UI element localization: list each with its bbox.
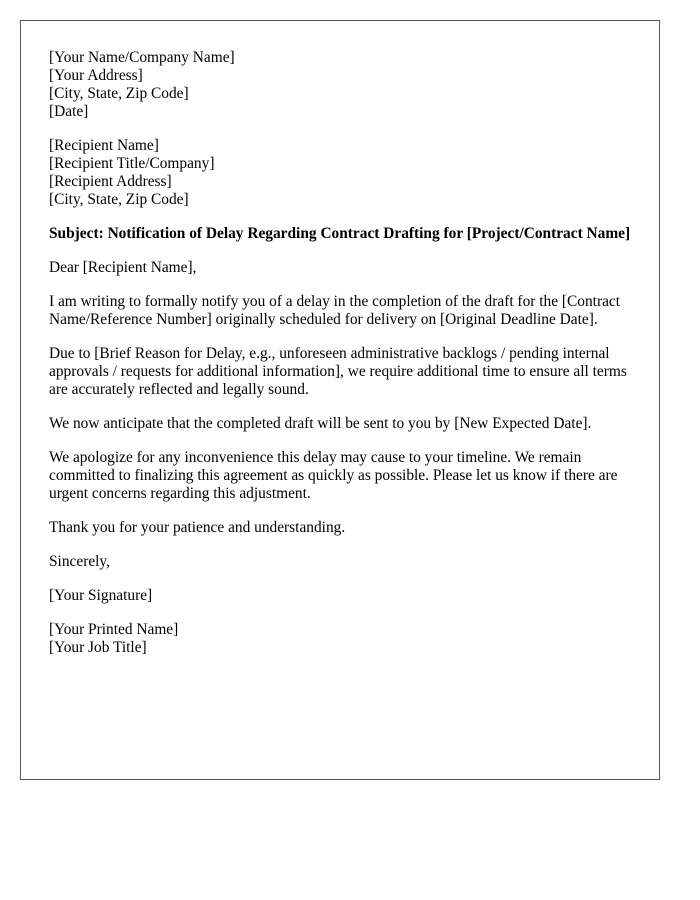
body-paragraph-2: Due to [Brief Reason for Delay, e.g., unforeseen administrative backlogs / pending internal approvals / requests for additional information], we require additional time to ensure all terms are accurately reflected and legally sound. [49, 345, 627, 398]
body-paragraph-4: We apologize for any inconvenience this delay may cause to your timeline. We remain committed to finalizing this agreement as quickly as possible. Please let us know if there are urgent concerns regarding this adjustment. [49, 449, 618, 502]
recipient-block [49, 137, 639, 209]
letter-page [20, 20, 660, 780]
letter-date: [Date] [49, 103, 89, 120]
body-paragraph-3: We now anticipate that the completed draft will be sent to you by [New Expected Date]. [49, 415, 592, 432]
job-title: [Your Job Title] [49, 639, 147, 656]
recipient-title-company: [Recipient Title/Company] [49, 155, 215, 172]
signoff-block [49, 621, 639, 657]
recipient-city-state-zip: [City, State, Zip Code] [49, 191, 189, 208]
salutation: Dear [Recipient Name], [49, 259, 197, 276]
recipient-name: [Recipient Name] [49, 137, 159, 154]
subject-line: Subject: Notification of Delay Regarding Contract Drafting for [Project/Contract Name] [49, 225, 631, 242]
printed-name: [Your Printed Name] [49, 621, 179, 638]
letter-content [49, 49, 639, 673]
closing: Sincerely, [49, 553, 110, 570]
sender-block [49, 49, 639, 121]
signature: [Your Signature] [49, 587, 153, 604]
sender-address: [Your Address] [49, 67, 143, 84]
body-paragraph-1: I am writing to formally notify you of a delay in the completion of the draft for the [Contract Name/Reference Number] originally scheduled for delivery on [Original Deadline Date]. [49, 293, 621, 328]
recipient-address: [Recipient Address] [49, 173, 172, 190]
sender-city-state-zip: [City, State, Zip Code] [49, 85, 189, 102]
body-paragraph-5: Thank you for your patience and understanding. [49, 519, 346, 536]
sender-name: [Your Name/Company Name] [49, 49, 235, 66]
